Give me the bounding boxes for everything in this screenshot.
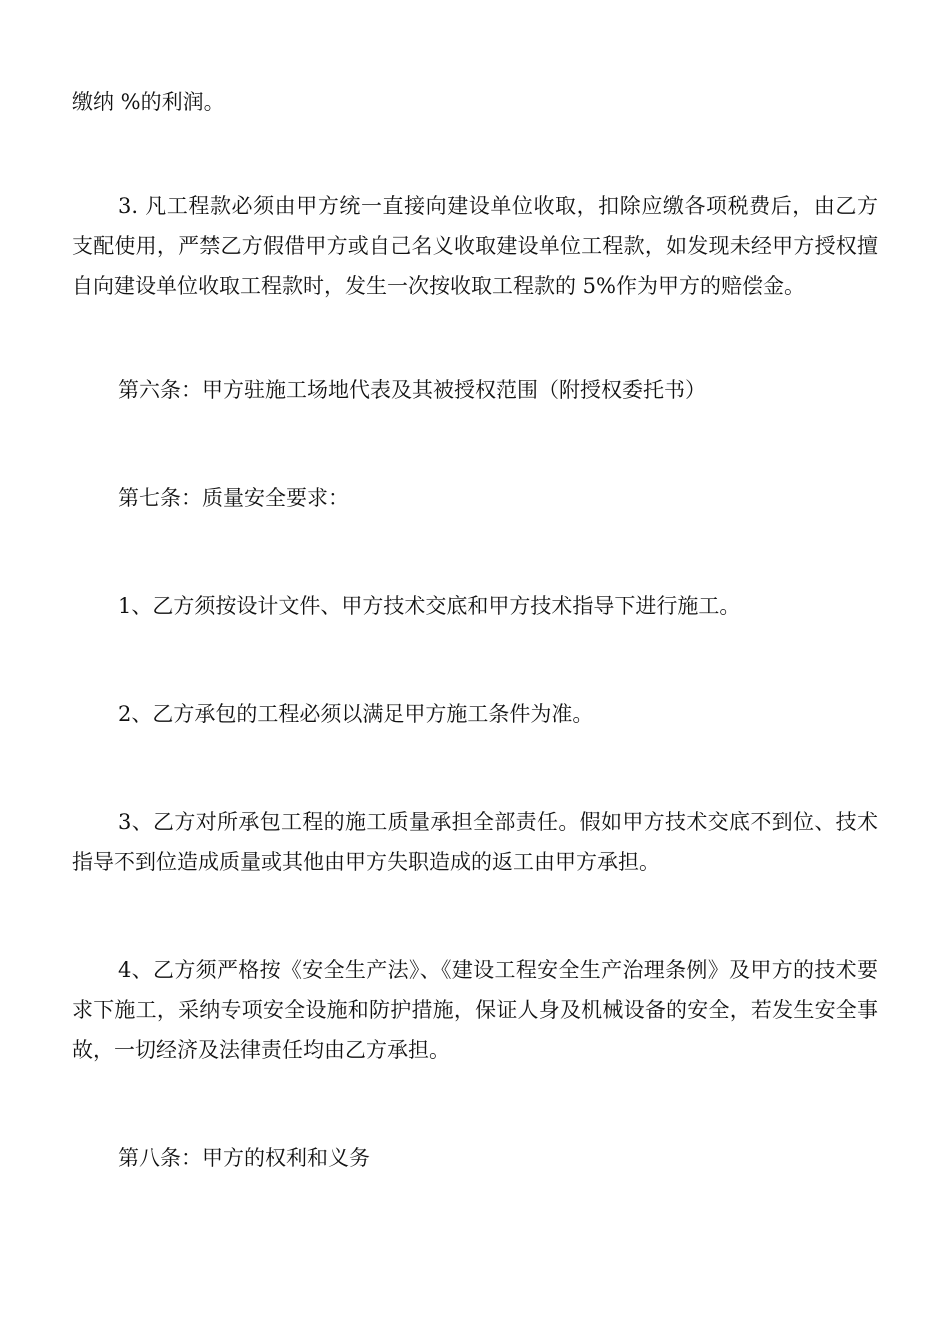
article-7-heading: 第七条：质量安全要求： (118, 486, 349, 510)
quality-item-3: 3、乙方对所承包工程的施工质量承担全部责任。假如甲方技术交底不到位、技术指导不到位造成质量或其他由甲方失职造成的返工由甲方承担。 (72, 810, 878, 874)
article-8-heading: 第八条：甲方的权利和义务 (118, 1146, 370, 1170)
quality-item-1: 1、乙方须按设计文件、甲方技术交底和甲方技术指导下进行施工。 (118, 594, 741, 618)
document-body (72, 82, 878, 1178)
paragraph-clause-3-payment: 3. 凡工程款必须由甲方统一直接向建设单位收取，扣除应缴各项税费后，由乙方支配使用，严禁乙方假借甲方或自己名义收取建设单位工程款，如发现未经甲方授权擅自向建设单位收取工程款时，发生一次按收取工程款的 5%作为甲方的赔偿金。 (72, 194, 878, 298)
paragraph-gap (72, 410, 878, 478)
paragraph-gap (72, 882, 878, 950)
quality-item-2: 2、乙方承包的工程必须以满足甲方施工条件为准。 (118, 702, 594, 726)
paragraph-gap (72, 734, 878, 802)
paragraph-gap (72, 306, 878, 370)
article-6-heading: 第六条：甲方驻施工场地代表及其被授权范围（附授权委托书） (118, 378, 706, 402)
paragraph-profit-continuation: 缴纳 %的利润。 (72, 90, 225, 114)
paragraph-gap (72, 626, 878, 694)
paragraph-gap (72, 122, 878, 186)
quality-item-4: 4、乙方须严格按《安全生产法》、《建设工程安全生产治理条例》及甲方的技术要求下施工，采纳专项安全设施和防护措施，保证人身及机械设备的安全，若发生安全事故，一切经济及法律责任均由乙方承担。 (72, 958, 878, 1062)
paragraph-gap (72, 1070, 878, 1138)
paragraph-gap (72, 518, 878, 586)
